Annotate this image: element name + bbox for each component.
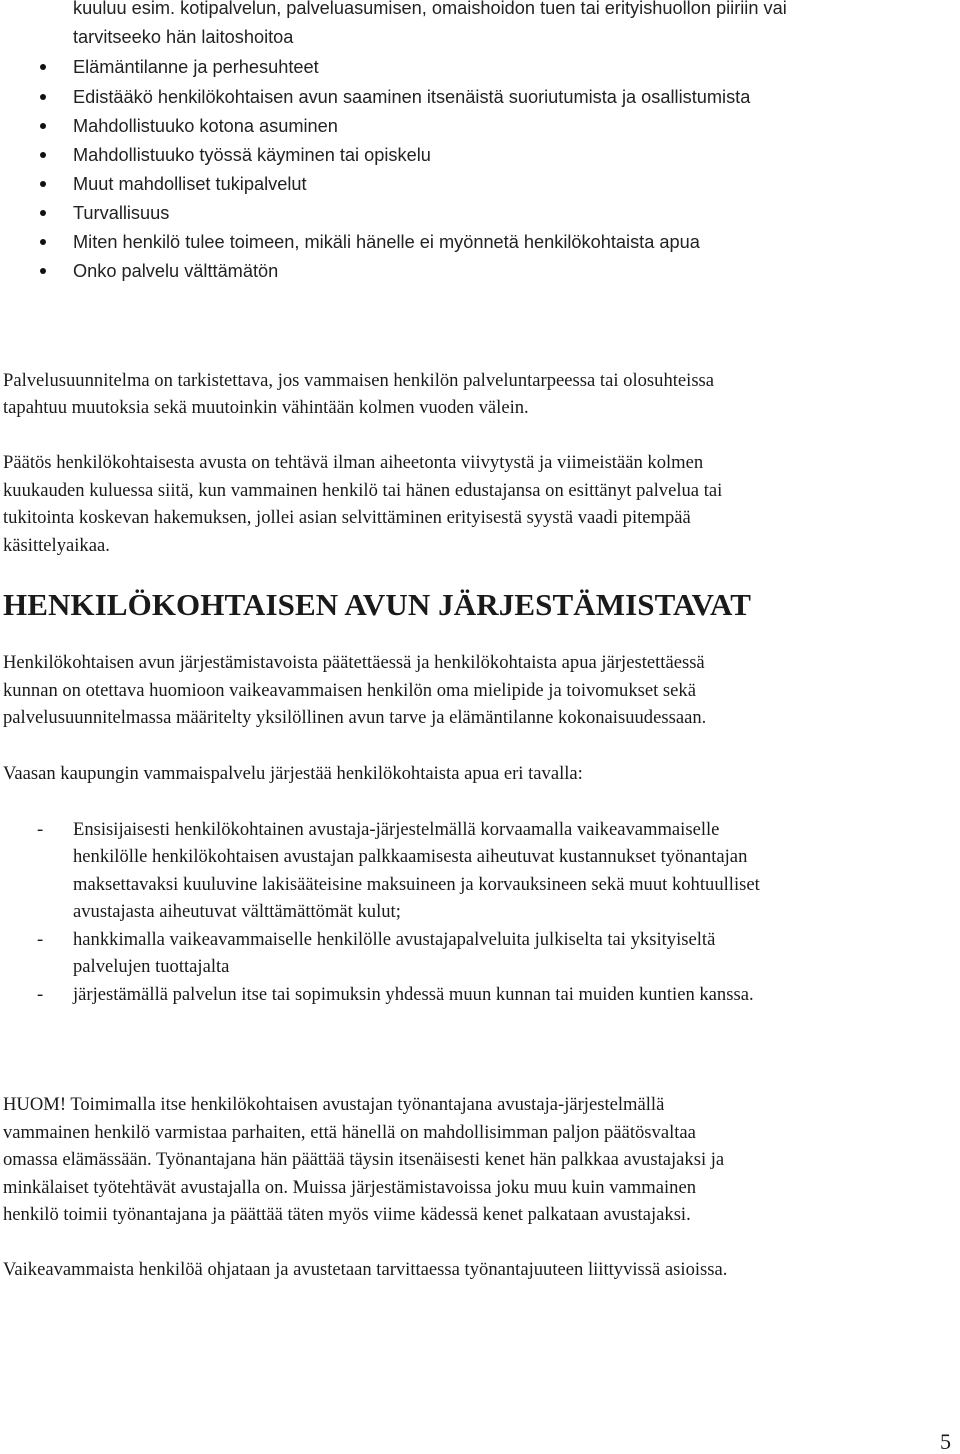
paragraph-line: kunnan on otettava huomioon vaikeavammaisen henkilön oma mielipide ja toivomukset sekä (3, 680, 696, 701)
paragraph-line: vammainen henkilö varmistaa parhaiten, että hänellä on mahdollisimman paljon päätösvaltaa (3, 1122, 696, 1143)
bullet-dot-icon (40, 210, 46, 216)
bullet-text: Miten henkilö tulee toimeen, mikäli hänelle ei myönnetä henkilökohtaista apua (73, 232, 700, 252)
paragraph-line: henkilö toimii työnantajana ja päättää täten myös viime kädessä kenet palkataan avustajaksi. (3, 1204, 691, 1225)
paragraph-vaasa-intro: Vaasan kaupungin vammaispalvelu järjestää henkilökohtaista apua eri tavalla: (3, 763, 583, 784)
section-heading: HENKILÖKOHTAISEN AVUN JÄRJESTÄMISTAVAT (3, 587, 751, 622)
bullet-dot-icon (40, 123, 46, 129)
paragraph-line: kuukauden kuluessa siitä, kun vammainen henkilö tai hänen edustajansa on esittänyt palvelua tai (3, 480, 723, 501)
bullet-text: Muut mahdolliset tukipalvelut (73, 174, 307, 194)
dash-marker: - (37, 819, 44, 840)
bullet-dot-icon (40, 152, 46, 158)
paragraph-line: Palvelusuunnitelma on tarkistettava, jos vammaisen henkilön palveluntarpeessa tai olosuhteissa (3, 370, 715, 391)
bullet-text: Edistääkö henkilökohtaisen avun saaminen itsenäistä suoriutumista ja osallistumista (73, 87, 751, 107)
dash-item-line: hankkimalla vaikeavammaiselle henkilölle avustajapalveluita julkiselta tai yksityiseltä (73, 929, 716, 950)
paragraph-line: tukitointa koskevan hakemuksen, jollei asian selvittäminen erityisestä syystä vaadi pitempää (3, 507, 691, 528)
paragraph-line: tapahtuu muutoksia sekä muutoinkin vähintään kolmen vuoden välein. (3, 397, 529, 418)
page-number: 5 (940, 1429, 951, 1454)
bullet-text: Mahdollistuuko työssä käyminen tai opiskelu (73, 145, 431, 165)
bullet-dot-icon (40, 181, 46, 187)
paragraph-line: minkälaiset työtehtävät avustajalla on. Muissa järjestämistavoissa joku muu kuin vammainen (3, 1177, 696, 1198)
continued-text-line: kuuluu esim. kotipalvelun, palveluasumisen, omaishoidon tuen tai erityishuollon piiriin vai (73, 0, 787, 18)
bullet-dot-icon (40, 94, 46, 100)
bullet-text: Onko palvelu välttämätön (73, 261, 279, 281)
paragraph-line: HUOM! Toimimalla itse henkilökohtaisen avustajan työnantajana avustaja-järjestelmällä (3, 1094, 665, 1115)
paragraph-line: omassa elämässään. Työnantajana hän päättää täysin itsenäisesti kenet hän palkkaa avustajaksi ja (3, 1149, 725, 1170)
dash-item-line: henkilölle henkilökohtaisen avustajan palkkaamisesta aiheutuvat kustannukset työnantajan (73, 846, 748, 867)
continued-text-line: tarvitseeko hän laitoshoitoa (73, 27, 294, 47)
paragraph-line: käsittelyaikaa. (3, 535, 110, 556)
bullet-text: Turvallisuus (73, 203, 170, 223)
bullet-text: Elämäntilanne ja perhesuhteet (73, 57, 319, 77)
dash-item-line: Ensisijaisesti henkilökohtainen avustaja-järjestelmällä korvaamalla vaikeavammaiselle (73, 819, 720, 840)
dash-item-line: järjestämällä palvelun itse tai sopimuksin yhdessä muun kunnan tai muiden kuntien kanssa. (73, 984, 754, 1005)
dash-marker: - (37, 929, 44, 950)
dash-item-line: avustajasta aiheutuvat välttämättömät kulut; (73, 901, 401, 922)
dash-item-line: maksettavaksi kuuluvine lakisääteisine maksuineen ja korvauksineen sekä muut kohtuulliset (73, 874, 760, 895)
paragraph-line: palvelusuunnitelmassa määritelty yksilöllinen avun tarve ja elämäntilanne kokonaisuudessaan. (3, 707, 707, 728)
dash-marker: - (37, 984, 44, 1005)
bullet-text: Mahdollistuuko kotona asuminen (73, 116, 338, 136)
paragraph-line: Päätös henkilökohtaisesta avusta on tehtävä ilman aiheetonta viivytystä ja viimeistään kolmen (3, 452, 704, 473)
paragraph-guidance: Vaikeavammaista henkilöä ohjataan ja avustetaan tarvittaessa työnantajuuteen liittyvissä asioissa. (3, 1259, 728, 1280)
paragraph-line: Henkilökohtaisen avun järjestämistavoista päätettäessä ja henkilökohtaista apua järjestettäessä (3, 652, 705, 673)
bullet-dot-icon (40, 239, 46, 245)
bullet-dot-icon (40, 64, 46, 70)
bullet-dot-icon (40, 268, 46, 274)
dash-item-line: palvelujen tuottajalta (73, 956, 230, 977)
